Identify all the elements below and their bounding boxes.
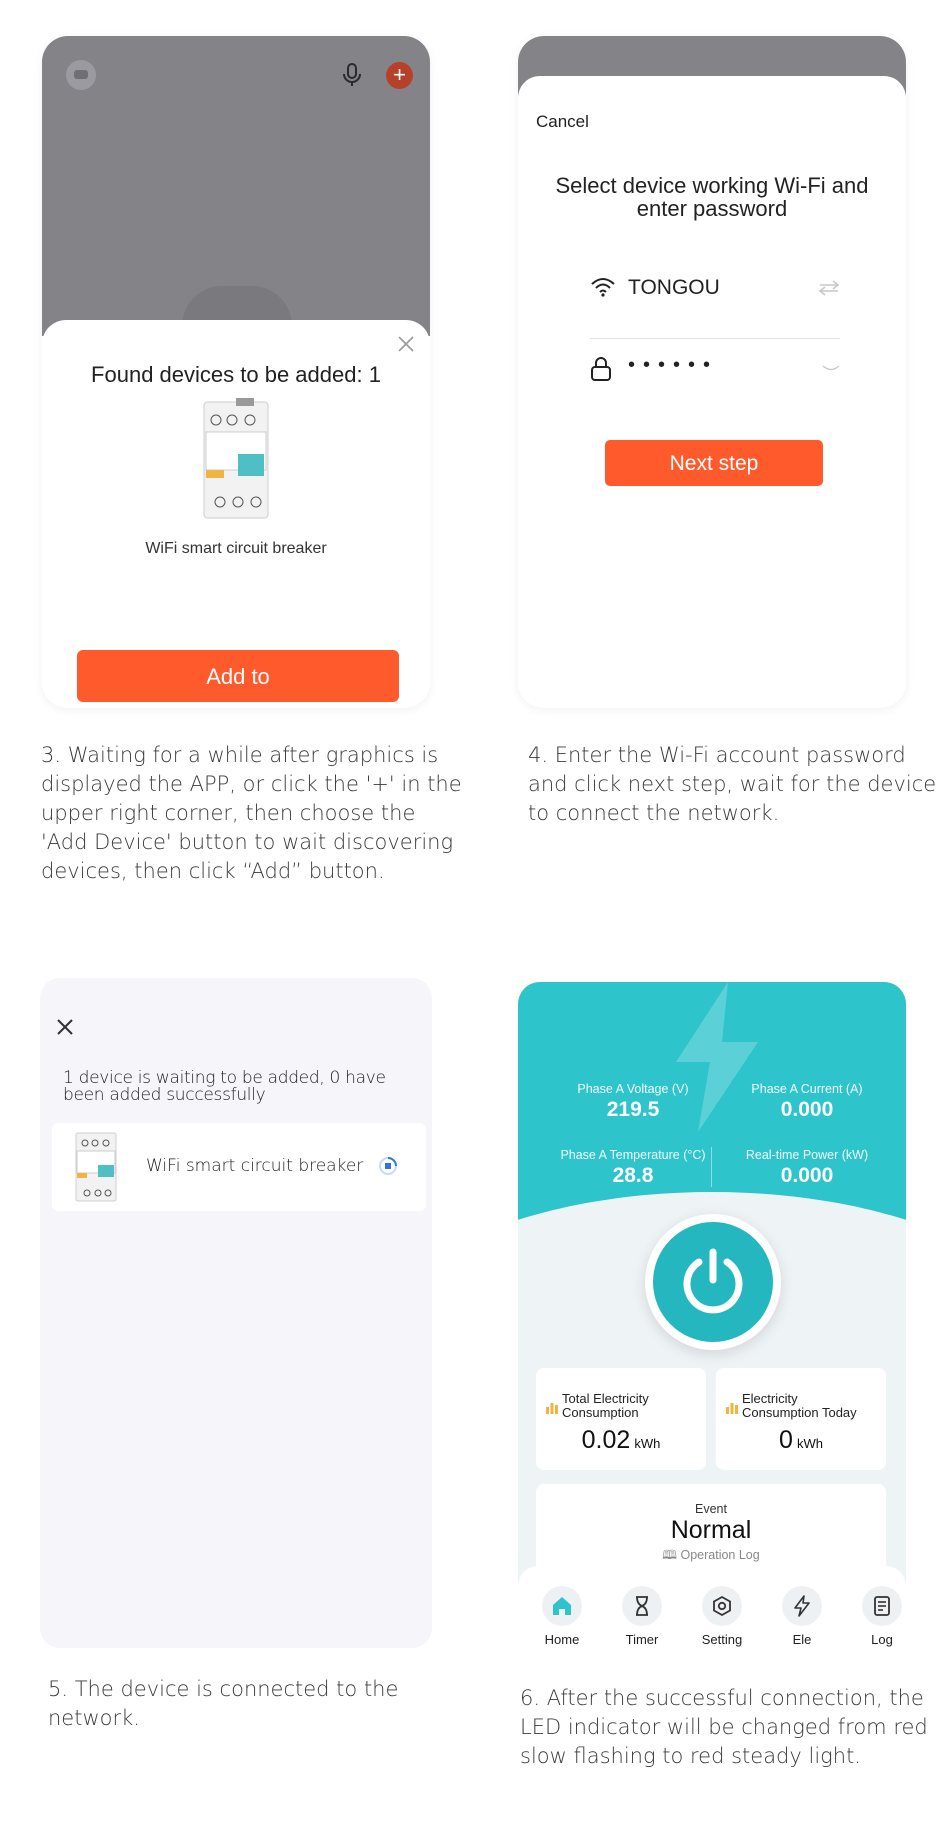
password-field[interactable]: •••••• (628, 354, 719, 376)
step-5-caption: 5. The device is connected to the network. (48, 1677, 399, 1730)
nav-setting-label: Setting (701, 1632, 743, 1647)
total-electricity-label-line1: Total Electricity (562, 1391, 649, 1406)
today-electricity-label-line2: Consumption Today (742, 1405, 857, 1420)
adding-status-text: 1 device is waiting to be added, 0 have been added successfully (63, 1068, 386, 1105)
switch-network-icon[interactable] (818, 280, 840, 296)
wifi-ssid-row[interactable] (590, 272, 840, 312)
wifi-icon (590, 276, 616, 298)
event-label: Event (695, 1502, 727, 1516)
voltage-value: 219.5 (606, 1098, 660, 1121)
operation-log-label: Operation Log (680, 1548, 760, 1562)
step-3-caption: 3. Waiting for a while after graphics is displayed the APP, or click the '+' in the upper right corner, then choose the 'Add Device' button to wait discovering devices, then click “Add” button. (41, 743, 462, 883)
circuit-breaker-image[interactable] (198, 398, 274, 520)
device-name: WiFi smart circuit breaker (146, 1156, 364, 1176)
today-electricity-label-line1: Electricity (742, 1391, 798, 1406)
today-electricity-value: 0 (779, 1426, 793, 1454)
wifi-password-screen (518, 36, 906, 708)
nav-ele-label: Ele (792, 1632, 812, 1647)
power-metric (722, 1148, 892, 1188)
operation-log-link[interactable]: 🕮 Operation Log (662, 1548, 760, 1562)
found-devices-sheet (42, 320, 430, 708)
current-value: 0.000 (780, 1098, 834, 1121)
temperature-label: Phase A Temperature (°C) (560, 1148, 706, 1162)
robot-icon[interactable] (66, 60, 96, 90)
nav-log-label: Log (871, 1632, 893, 1647)
today-electricity-card[interactable] (716, 1368, 886, 1470)
event-status: Normal (670, 1516, 752, 1544)
add-plus-icon[interactable]: + (386, 62, 413, 89)
close-icon[interactable] (54, 1016, 76, 1038)
bottom-navigation (518, 1566, 906, 1654)
total-electricity-value: 0.02 (581, 1426, 631, 1454)
step-4-caption: 4. Enter the Wi-Fi account password and click next step, wait for the device to connect the network. (528, 743, 937, 825)
temperature-value: 28.8 (612, 1164, 654, 1187)
lock-icon (590, 356, 612, 382)
power-value: 0.000 (780, 1164, 834, 1187)
today-electricity-value-row (716, 1426, 886, 1455)
power-button-ring (645, 1214, 781, 1350)
total-electricity-label-line2: Consumption (562, 1405, 639, 1420)
bar-chart-icon (725, 1400, 739, 1414)
power-label: Real-time Power (kW) (745, 1148, 869, 1162)
device-name: WiFi smart circuit breaker (145, 540, 327, 557)
step-6-caption: 6. After the successful connection, the LED indicator will be changed from red slow flashing to red steady light. (520, 1686, 928, 1768)
today-electricity-label (742, 1392, 857, 1420)
cancel-button[interactable]: Cancel (536, 112, 589, 131)
total-electricity-label (562, 1392, 649, 1420)
eye-closed-icon[interactable] (822, 364, 840, 374)
nav-timer[interactable] (612, 1586, 672, 1647)
power-icon (677, 1246, 749, 1318)
adding-devices-screen (40, 978, 432, 1648)
nav-log[interactable] (852, 1586, 906, 1647)
circuit-breaker-thumbnail (74, 1131, 118, 1203)
device-list-item[interactable] (52, 1123, 426, 1211)
password-row[interactable] (590, 354, 840, 394)
current-label: Phase A Current (A) (751, 1082, 863, 1096)
today-electricity-unit: kWh (796, 1436, 823, 1451)
home-icon (551, 1595, 573, 1617)
power-toggle-button[interactable] (653, 1222, 773, 1342)
total-electricity-unit: kWh (634, 1436, 661, 1451)
ssid-value: TONGOU (628, 276, 720, 299)
nav-home[interactable] (532, 1586, 592, 1647)
nav-timer-label: Timer (625, 1632, 659, 1647)
settings-hexagon-icon (711, 1595, 733, 1617)
bar-chart-icon (545, 1400, 559, 1414)
hourglass-icon (631, 1595, 653, 1617)
nav-setting[interactable] (692, 1586, 752, 1647)
microphone-icon[interactable] (338, 60, 366, 88)
voltage-metric (548, 1082, 718, 1122)
next-step-button[interactable]: Next step (605, 440, 823, 486)
voltage-label: Phase A Voltage (V) (577, 1082, 689, 1096)
add-to-button[interactable]: Add to (77, 650, 399, 702)
field-divider (590, 338, 840, 339)
document-icon (871, 1595, 893, 1617)
loading-spinner-icon (378, 1156, 398, 1176)
close-icon[interactable] (396, 334, 416, 354)
found-devices-title: Found devices to be added: 1 (91, 362, 381, 387)
nav-home-label: Home (544, 1632, 580, 1647)
total-electricity-value-row (536, 1426, 706, 1455)
total-electricity-card[interactable] (536, 1368, 706, 1470)
lightning-icon (791, 1595, 813, 1617)
temperature-metric (538, 1148, 728, 1188)
device-dashboard-screen (518, 982, 906, 1654)
found-devices-screen (42, 36, 430, 708)
nav-ele[interactable] (772, 1586, 832, 1647)
current-metric (722, 1082, 892, 1122)
wifi-title: Select device working Wi-Fi and enter password (555, 173, 869, 221)
